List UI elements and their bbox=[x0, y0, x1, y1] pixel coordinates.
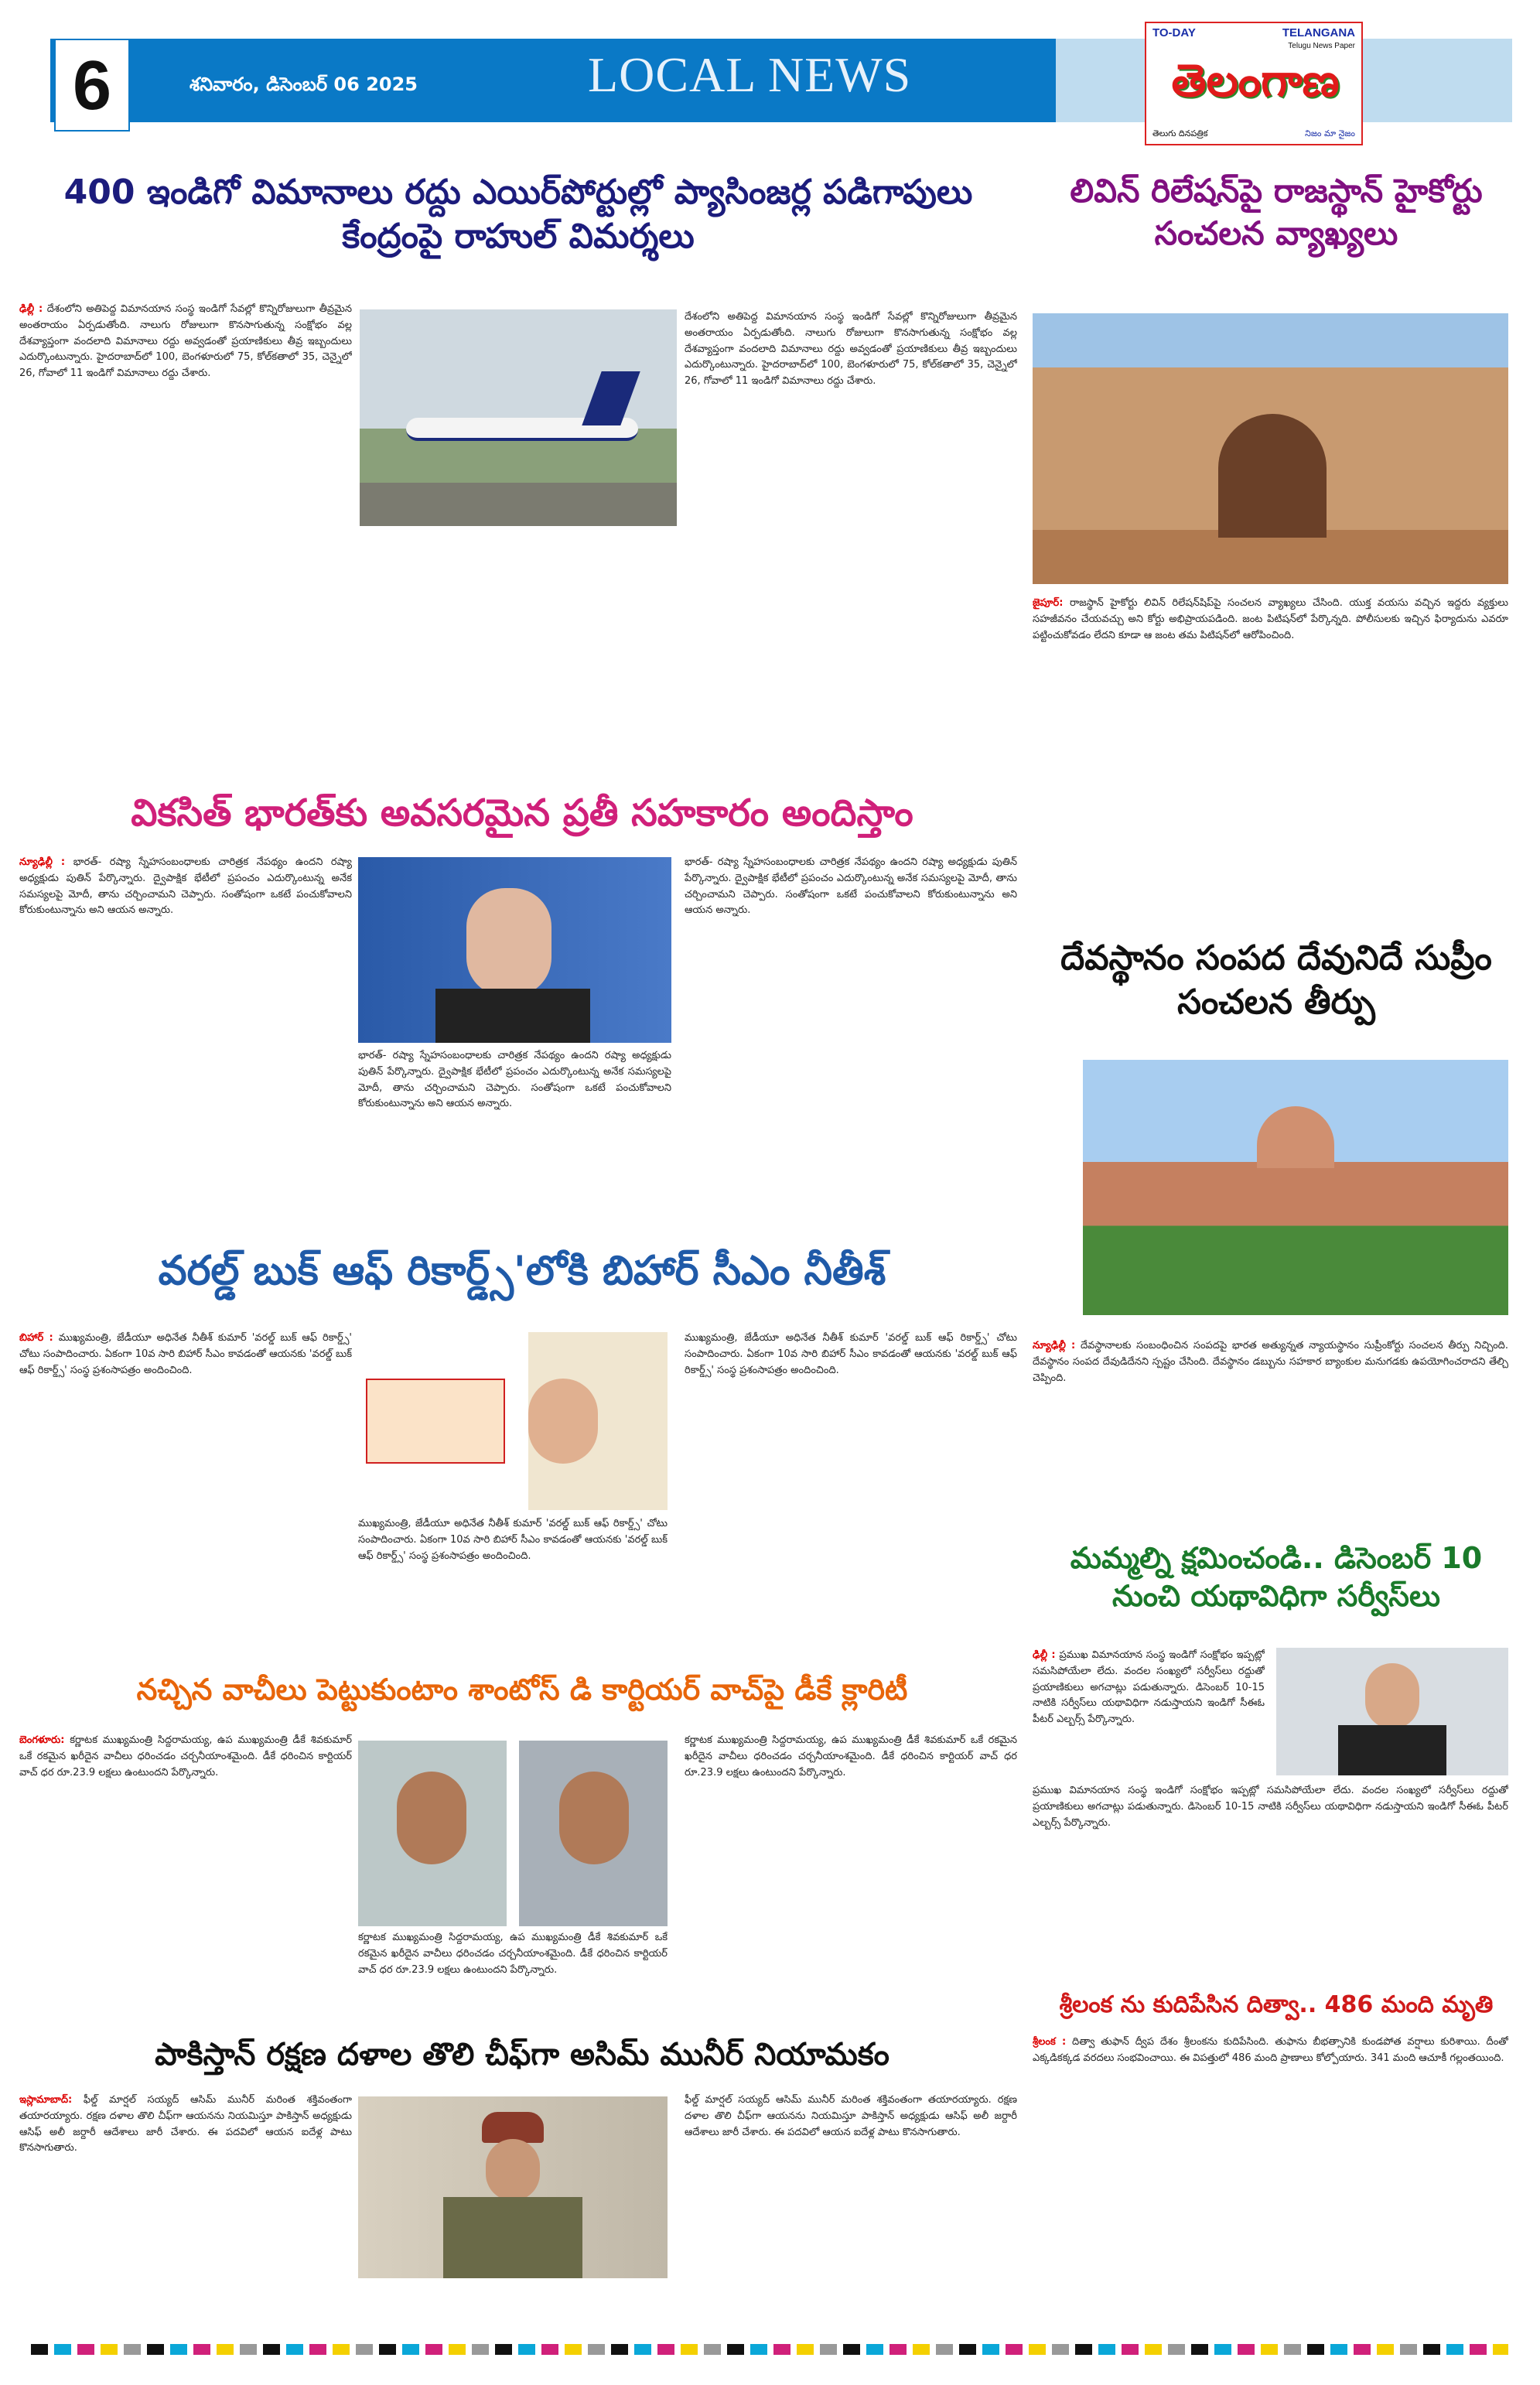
logo-today: TO-DAY bbox=[1152, 26, 1196, 39]
article-putin bbox=[19, 855, 352, 1226]
article-text: కర్ణాటక ముఖ్యమంత్రి సిద్దరామయ్య, ఉప ముఖ్యమంత్రి డీకే శివకుమార్ ఒకే రకమైన ఖరీదైన వాచీలు ధరించడం చర్చనీయాంశమైంది. డీకే ధరించిన కార్టియర్ వాచ్ ధర రూ.23.9 లక్షలు ఉంటుందని పేర్కొన్నారు. bbox=[358, 1932, 668, 1976]
article-devasthanam bbox=[1033, 1338, 1508, 1524]
headline-devasthanam: దేవస్థానం సంపద దేవునిదే సుప్రీం సంచలన తీర్పు bbox=[1060, 938, 1492, 1023]
article-indigo-apology bbox=[1033, 1648, 1265, 1779]
article-text: భారత్- రష్యా స్నేహసంబంధాలకు చారిత్రక నేపథ్యం ఉందని రష్యా అధ్యక్షుడు పుతిన్ పేర్కొన్నారు. ద్వైపాక్షిక భేటీలో ప్రపంచం ఎదుర్కొంటున్న అనేక సమస్యలపై మోదీ, తాను చర్చించామని చెప్పారు. సంతోషంగా ఒకటే పంచుకోవాలని కోరుకుంటున్నాను అని ఆయన అన్నారు. bbox=[19, 856, 352, 917]
asim-munir-photo bbox=[358, 2096, 668, 2278]
article-text: దేశంలోని అతిపెద్ద విమానయాన సంస్థ ఇండిగో సేవల్లో కొన్నిరోజులుగా తీవ్రమైన అంతరాయం ఏర్పడుతోంది. నాలుగు రోజులుగా కొనసాగుతున్న సంక్షోభం వల్ల దేశవ్యాప్తంగా వందలాది విమానాలు రద్దు అవ్వడంతో ప్రయాణికులు తీవ్ర ఇబ్బందులు ఎదుర్కొంటున్నారు. హైదరాబాద్‌లో 100, బెంగళూరులో 75, కోల్‌కతాలో 35, చెన్నైలో 26, గోవాలో 11 ఇండిగో విమానాలు రద్దు చేశారు. bbox=[685, 311, 1017, 388]
section-title: LOCAL NEWS bbox=[588, 47, 912, 102]
article-putin-col2 bbox=[358, 1048, 671, 1226]
article-asim-munir-col3 bbox=[685, 2093, 1017, 2286]
headline-viksit-bharat: వికసిత్ భారత్‌కు అవసరమైన ప్రతీ సహకారం అందిస్తాం bbox=[131, 791, 913, 835]
logo-subtitle: Telugu News Paper bbox=[1288, 42, 1355, 50]
article-text: దేవస్థానాలకు సంబంధించిన సంపదపై భారత అత్యున్నత న్యాయస్థానం సుప్రీంకోర్టు సంచలన తీర్పు నిచ్చింది. దేవస్థానం సంపద దేవుడిదేనని స్పష్టం చేసింది. దేవస్థానం డబ్బును సహకార బ్యాంకుల మనుగడకు ఉపయోగించరాదని తేల్చి చెప్పింది. bbox=[1033, 1340, 1508, 1384]
supreme-court-photo bbox=[1083, 1060, 1508, 1315]
headline-indigo-apology: మమ్మల్ని క్షమించండి.. డిసెంబర్ 10 నుంచి యథావిధిగా సర్వీస్‌లు bbox=[1070, 1541, 1483, 1614]
article-text: ప్రముఖ విమానయాన సంస్థ ఇండిగో సంక్షోభం ఇప్పట్లో సమసిపోయేలా లేదు. వందల సంఖ్యలో సర్వీస్‌లు రద్దుతో ప్రయాణికులు అగచాట్లు పడుతున్నారు. డిసెంబర్ 10-15 నాటికి సర్వీస్‌లు యథావిధిగా నడుస్తాయని ఇండిగో సీఈఓ పీటర్ ఎల్బర్స్ పేర్కొన్నారు. bbox=[1033, 1785, 1508, 1829]
article-indigo bbox=[19, 302, 352, 774]
article-text: ప్రముఖ విమానయాన సంస్థ ఇండిగో సంక్షోభం ఇప్పట్లో సమసిపోయేలా లేదు. వందల సంఖ్యలో సర్వీస్‌లు రద్దుతో ప్రయాణికులు అగచాట్లు పడుతున్నారు. డిసెంబర్ 10-15 నాటికి సర్వీస్‌లు యథావిధిగా నడుస్తాయని ఇండిగో సీఈఓ పీటర్ ఎల్బర్స్ పేర్కొన్నారు. bbox=[1033, 1649, 1265, 1726]
dateline: ఢిల్లీ : bbox=[19, 303, 43, 315]
article-dk-col2 bbox=[358, 1930, 668, 2019]
article-nitish-col2 bbox=[358, 1516, 668, 1655]
headline-srilanka: శ్రీలంక ను కుదిపేసిన దిత్వా.. 486 మంది మృతి bbox=[1059, 1991, 1494, 2018]
indigo-airplane-photo bbox=[360, 309, 677, 526]
article-nitish bbox=[19, 1331, 352, 1655]
article-indigo-apology-cont bbox=[1033, 1783, 1508, 1977]
article-text: దేశంలోని అతిపెద్ద విమానయాన సంస్థ ఇండిగో సేవల్లో కొన్నిరోజులుగా తీవ్రమైన అంతరాయం ఏర్పడుతోంది. నాలుగు రోజులుగా కొనసాగుతున్న సంక్షోభం వల్ల దేశవ్యాప్తంగా వందలాది విమానాలు రద్దు అవ్వడంతో ప్రయాణికులు తీవ్ర ఇబ్బందులు ఎదుర్కొంటున్నారు. హైదరాబాద్‌లో 100, బెంగళూరులో 75, కోల్‌కతాలో 35, చెన్నైలో 26, గోవాలో 11 ఇండిగో విమానాలు రద్దు చేశారు. bbox=[19, 303, 352, 380]
article-text: ముఖ్యమంత్రి, జేడీయూ అధినేత నీతీశ్ కుమార్ 'వరల్డ్ బుక్ ఆఫ్ రికార్డ్స్' చోటు సంపాదించారు. ఏకంగా 10వ సారి బిహార్ సీఎం కావడంతో ఆయనకు 'వరల్డ్ బుక్ ఆఫ్ రికార్డ్స్' సంస్థ ప్రశంసాపత్రం అందించింది. bbox=[19, 1332, 352, 1376]
article-text: దిత్వా తుఫాన్ ద్వీప దేశం శ్రీలంకను కుదిపేసింది. తుఫాను బీభత్సానికి కుండపోత వర్షాలు కురిశాయి. దీంతో ఎక్కడికక్కడ వరదలు సంభవించాయి. ఈ విపత్తులో 486 మంది ప్రాణాలు కోల్పోయారు. 341 మంది ఆచూకీ గల్లంతయింది. bbox=[1033, 2036, 1508, 2064]
article-text: కర్ణాటక ముఖ్యమంత్రి సిద్దరామయ్య, ఉప ముఖ్యమంత్రి డీకే శివకుమార్ ఒకే రకమైన ఖరీదైన వాచీలు ధరించడం చర్చనీయాంశమైంది. డీకే ధరించిన కార్టియర్ వాచ్ ధర రూ.23.9 లక్షలు ఉంటుందని పేర్కొన్నారు. bbox=[19, 1734, 352, 1778]
dateline: ఇస్లామాబాద్: bbox=[19, 2094, 73, 2106]
article-nitish-col3 bbox=[685, 1331, 1017, 1655]
dateline: బిహార్ : bbox=[19, 1332, 53, 1344]
article-text: భారత్- రష్యా స్నేహసంబంధాలకు చారిత్రక నేపథ్యం ఉందని రష్యా అధ్యక్షుడు పుతిన్ పేర్కొన్నారు. ద్వైపాక్షిక భేటీలో ప్రపంచం ఎదుర్కొంటున్న అనేక సమస్యలపై మోదీ, తాను చర్చించామని చెప్పారు. సంతోషంగా ఒకటే పంచుకోవాలని కోరుకుంటున్నాను అని ఆయన అన్నారు. bbox=[358, 1050, 671, 1110]
putin-photo bbox=[358, 857, 671, 1043]
article-srilanka bbox=[1033, 2035, 1508, 2282]
headline-dk-watch: నచ్చిన వాచీలు పెట్టుకుంటాం శాంటోస్ డి కార్టియర్ వాచ్‌పై డీకే క్లారిటీ bbox=[136, 1673, 908, 1707]
dk-shivakumar-siddaramaiah-photo bbox=[358, 1741, 668, 1926]
article-text: ముఖ్యమంత్రి, జేడీయూ అధినేత నీతీశ్ కుమార్ 'వరల్డ్ బుక్ ఆఫ్ రికార్డ్స్' చోటు సంపాదించారు. ఏకంగా 10వ సారి బిహార్ సీఎం కావడంతో ఆయనకు 'వరల్డ్ బుక్ ఆఫ్ రికార్డ్స్' సంస్థ ప్రశంసాపత్రం అందించింది. bbox=[685, 1332, 1017, 1376]
article-rajasthan bbox=[1033, 596, 1508, 913]
dateline: జైపూర్: bbox=[1033, 597, 1064, 609]
page-number: 6 bbox=[54, 39, 130, 132]
article-text: భారత్- రష్యా స్నేహసంబంధాలకు చారిత్రక నేపథ్యం ఉందని రష్యా అధ్యక్షుడు పుతిన్ పేర్కొన్నారు. ద్వైపాక్షిక భేటీలో ప్రపంచం ఎదుర్కొంటున్న అనేక సమస్యలపై మోదీ, తాను చర్చించామని చెప్పారు. సంతోషంగా ఒకటే పంచుకోవాలని కోరుకుంటున్నాను అని ఆయన అన్నారు. bbox=[685, 856, 1017, 917]
dateline: శ్రీలంక : bbox=[1033, 2036, 1067, 2048]
article-text: ఫీల్డ్ మార్షల్ సయ్యద్ ఆసిమ్ మునీర్ మరింత శక్తివంతంగా తయారయ్యారు. రక్షణ దళాల తొలి చీఫ్‌గా ఆయనను నియమిస్తూ పాకిస్తాన్ అధ్యక్షుడు ఆసిఫ్ అలీ జర్దారీ ఆదేశాలు జారీ చేశారు. ఈ పదవిలో ఆయన ఐదేళ్ల పాటు కొనసాగుతారు. bbox=[19, 2094, 352, 2154]
article-text: కర్ణాటక ముఖ్యమంత్రి సిద్దరామయ్య, ఉప ముఖ్యమంత్రి డీకే శివకుమార్ ఒకే రకమైన ఖరీదైన వాచీలు ధరించడం చర్చనీయాంశమైంది. డీకే ధరించిన కార్టియర్ వాచ్ ధర రూ.23.9 లక్షలు ఉంటుందని పేర్కొన్నారు. bbox=[685, 1734, 1017, 1778]
print-color-registration-bar bbox=[31, 2344, 1508, 2355]
rajasthan-high-court-photo bbox=[1033, 313, 1508, 584]
article-dk-watch bbox=[19, 1733, 352, 2019]
headline-rajasthan: లివిన్ రిలేషన్‌పై రాజస్థాన్ హైకోర్టు సంచలన వ్యాఖ్యలు bbox=[1070, 172, 1483, 252]
article-dk-col3 bbox=[685, 1733, 1017, 2019]
issue-date: శనివారం, డిసెంబర్ 06 2025 bbox=[190, 73, 418, 95]
article-text: ముఖ్యమంత్రి, జేడీయూ అధినేత నీతీశ్ కుమార్ 'వరల్డ్ బుక్ ఆఫ్ రికార్డ్స్' చోటు సంపాదించారు. ఏకంగా 10వ సారి బిహార్ సీఎం కావడంతో ఆయనకు 'వరల్డ్ బుక్ ఆఫ్ రికార్డ్స్' సంస్థ ప్రశంసాపత్రం అందించింది. bbox=[358, 1518, 668, 1562]
headline-indigo: 400 ఇండిగో విమానాలు రద్దు ఎయిర్‌పోర్టుల్లో ప్యాసింజర్ల పడిగాపులు కేంద్రంపై రాహుల్ విమర్శలు bbox=[63, 173, 973, 257]
logo-tagline-right: నిజం మా నైజం bbox=[1305, 128, 1355, 138]
article-indigo-col3 bbox=[685, 309, 1017, 774]
article-asim-munir bbox=[19, 2093, 352, 2286]
dateline: బెంగళూరు: bbox=[19, 1734, 65, 1746]
dateline: న్యూఢిల్లీ : bbox=[1033, 1340, 1076, 1351]
article-text: రాజస్థాన్ హైకోర్టు లివిన్ రిలేషన్‌షిప్‌పై సంచలన వ్యాఖ్యలు చేసింది. యుక్త వయసు వచ్చిన ఇద్దరు వ్యక్తులు సహజీవనం చేయవచ్చు అని కోర్టు అభిప్రాయపడింది. జంట పిటిషన్‌లో పేర్కొన్నది. పోలీసులకు ఇచ్చిన ఫిర్యాదును ఎవరూ పట్టించుకోవడం లేదని కూడా ఆ జంట తమ పిటిషన్‌లో ఆరోపించింది. bbox=[1033, 597, 1508, 641]
headline-asim-munir: పాకిస్తాన్ రక్షణ దళాల తొలి చీఫ్‌గా అసిమ్ మునీర్ నియామకం bbox=[155, 2037, 890, 2072]
article-text: ఫీల్డ్ మార్షల్ సయ్యద్ ఆసిమ్ మునీర్ మరింత శక్తివంతంగా తయారయ్యారు. రక్షణ దళాల తొలి చీఫ్‌గా ఆయనను నియమిస్తూ పాకిస్తాన్ అధ్యక్షుడు ఆసిఫ్ అలీ జర్దారీ ఆదేశాలు జారీ చేశారు. ఈ పదవిలో ఆయన ఐదేళ్ల పాటు కొనసాగుతారు. bbox=[685, 2094, 1017, 2138]
headline-nitish: వరల్డ్ బుక్ ఆఫ్ రికార్డ్స్'లోకి బిహార్ సీఎం నీతీశ్ bbox=[158, 1248, 886, 1294]
logo-tagline-left: తెలుగు దినపత్రిక bbox=[1152, 128, 1208, 138]
newspaper-logo bbox=[1145, 22, 1363, 145]
dateline: ఢిల్లీ : bbox=[1033, 1649, 1056, 1661]
article-putin-col3 bbox=[685, 855, 1017, 1226]
indigo-ceo-photo bbox=[1276, 1648, 1508, 1775]
logo-name: తెలంగాణ bbox=[1171, 54, 1340, 107]
dateline: న్యూఢిల్లీ : bbox=[19, 856, 66, 868]
logo-telangana: TELANGANA bbox=[1282, 26, 1355, 39]
nitish-kumar-photo bbox=[358, 1332, 668, 1510]
